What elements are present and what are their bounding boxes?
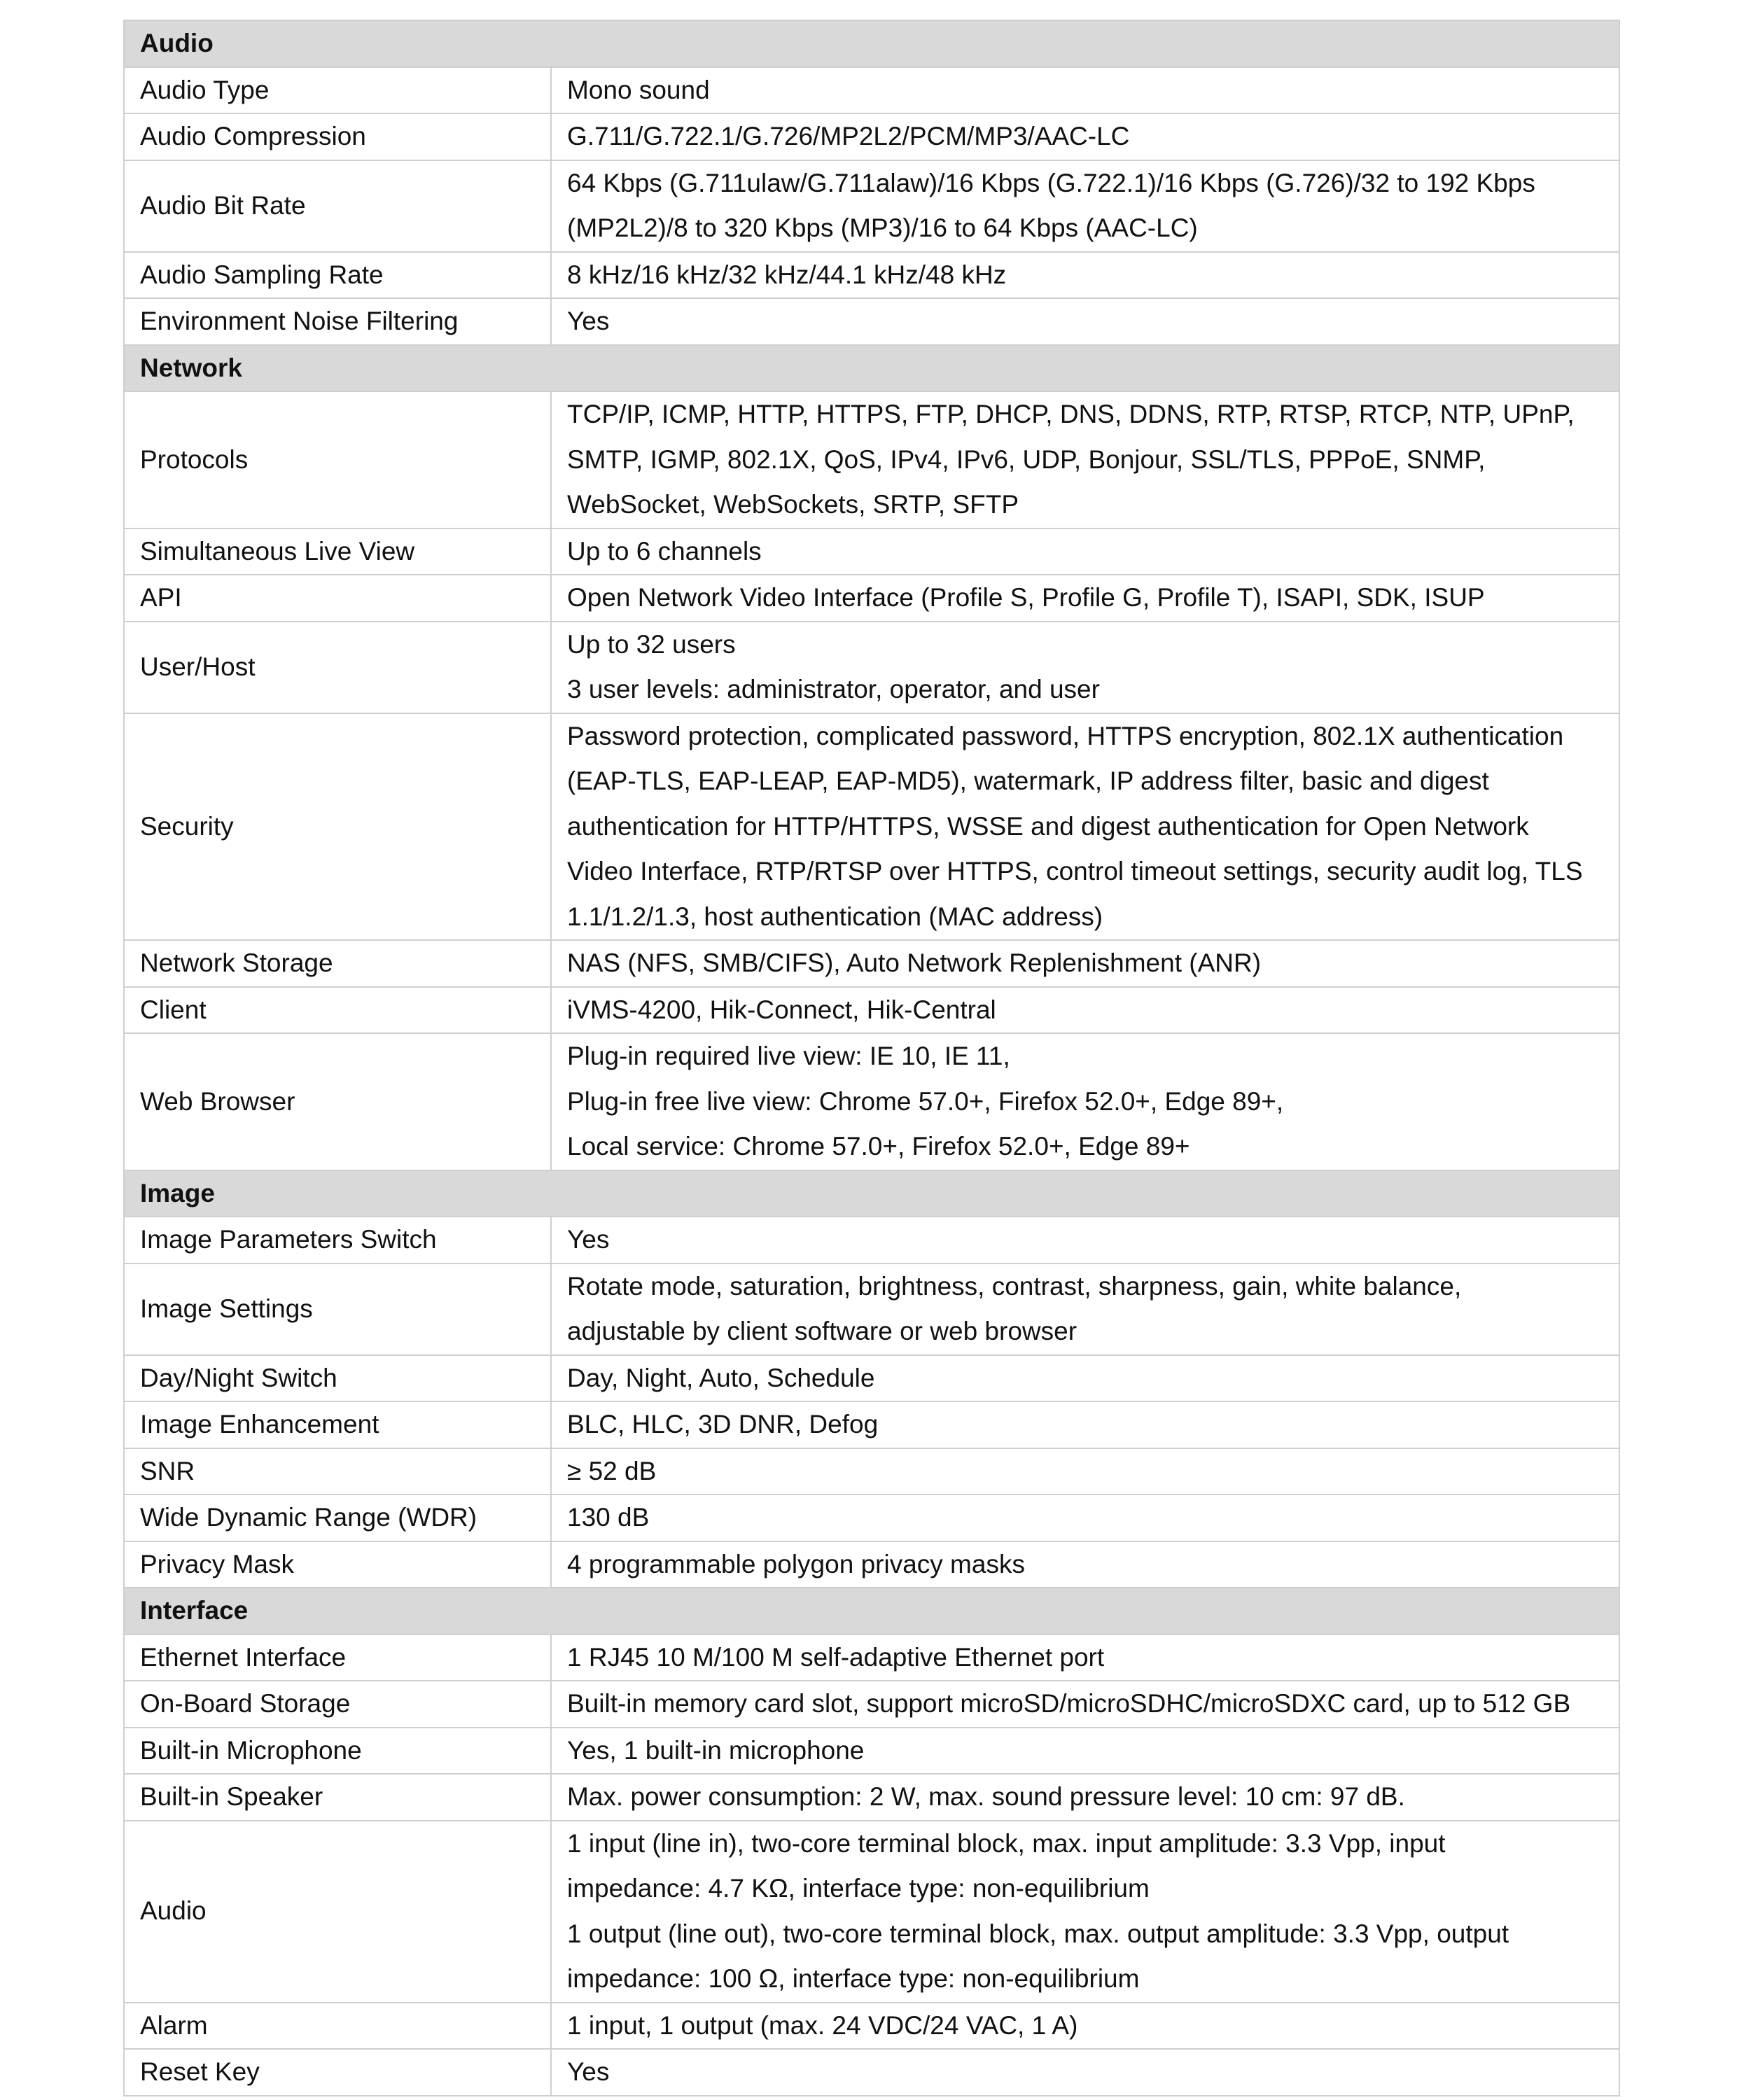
spec-row <box>124 987 1619 1034</box>
spec-value <box>551 987 1619 1034</box>
spec-value-line: BLC, HLC, 3D DNR, Defog <box>567 1410 879 1438</box>
spec-row <box>124 940 1619 987</box>
section-header-row <box>124 20 1619 67</box>
spec-value <box>551 1033 1619 1170</box>
spec-value-line: Up to 6 channels <box>567 536 762 566</box>
spec-value <box>551 1217 1619 1264</box>
spec-row <box>124 1774 1619 1821</box>
spec-row <box>124 1634 1619 1681</box>
spec-label: Security <box>124 713 551 941</box>
spec-value-line: (MP2L2)/8 to 320 Kbps (MP3)/16 to 64 Kbps (AAC-LC) <box>567 214 1198 242</box>
spec-row <box>124 1033 1619 1170</box>
spec-value-line: Day, Night, Auto, Schedule <box>567 1363 875 1392</box>
spec-value-line: Plug-in required live view: IE 10, IE 11, <box>567 1042 1010 1070</box>
spec-value-line: Open Network Video Interface (Profile S, Profile G, Profile T), ISAPI, SDK, ISUP <box>567 583 1485 612</box>
spec-row <box>124 1728 1619 1774</box>
spec-row <box>124 1448 1619 1495</box>
spec-row <box>124 713 1619 941</box>
spec-value <box>551 1774 1619 1821</box>
spec-value <box>551 67 1619 114</box>
spec-value-line: (EAP-TLS, EAP-LEAP, EAP-MD5), watermark, IP address filter, basic and digest <box>567 766 1489 795</box>
spec-value <box>551 575 1619 622</box>
spec-value-line: Max. power consumption: 2 W, max. sound pressure level: 10 cm: 97 dB. <box>567 1782 1405 1811</box>
spec-label: Audio <box>124 1821 551 2003</box>
spec-value <box>551 713 1619 941</box>
spec-label: Image Parameters Switch <box>124 1217 551 1264</box>
spec-value-line: Plug-in free live view: Chrome 57.0+, Firefox 52.0+, Edge 89+, <box>567 1086 1284 1116</box>
spec-value <box>551 1634 1619 1681</box>
spec-value-line: 3 user levels: administrator, operator, and user <box>567 675 1100 704</box>
spec-label: Ethernet Interface <box>124 1634 551 1681</box>
spec-label: Client <box>124 987 551 1034</box>
spec-row <box>124 67 1619 114</box>
spec-row <box>124 1681 1619 1728</box>
spec-row <box>124 2049 1619 2096</box>
spec-value-line: impedance: 4.7 KΩ, interface type: non-equilibrium <box>567 1874 1150 1903</box>
spec-row <box>124 1494 1619 1541</box>
spec-label: Image Enhancement <box>124 1401 551 1448</box>
spec-row <box>124 622 1619 713</box>
spec-row <box>124 1355 1619 1402</box>
spec-row <box>124 391 1619 528</box>
spec-row <box>124 1541 1619 1588</box>
spec-table <box>123 20 1620 2096</box>
section-title: Network <box>124 345 1619 392</box>
spec-label: Audio Compression <box>124 113 551 160</box>
spec-value-line: Up to 32 users <box>567 629 736 659</box>
spec-row <box>124 113 1619 160</box>
spec-value-line: Yes <box>567 2057 610 2086</box>
spec-label: Reset Key <box>124 2049 551 2096</box>
spec-row <box>124 298 1619 345</box>
section-title: Image <box>124 1170 1619 1217</box>
spec-value <box>551 1681 1619 1728</box>
spec-value <box>551 1821 1619 2003</box>
spec-value-line: Yes, 1 built-in microphone <box>567 1735 865 1765</box>
spec-value <box>551 391 1619 528</box>
section-title: Interface <box>124 1588 1619 1634</box>
section-header-row <box>124 1588 1619 1634</box>
spec-value-line: NAS (NFS, SMB/CIFS), Auto Network Replenishment (ANR) <box>567 948 1262 977</box>
spec-value-line: TCP/IP, ICMP, HTTP, HTTPS, FTP, DHCP, DNS, DDNS, RTP, RTSP, RTCP, NTP, UPnP, <box>567 400 1575 428</box>
spec-value <box>551 1401 1619 1448</box>
spec-value-line: adjustable by client software or web browser <box>567 1317 1077 1345</box>
spec-label: User/Host <box>124 622 551 713</box>
spec-label: Built-in Microphone <box>124 1728 551 1774</box>
spec-label: Protocols <box>124 391 551 528</box>
section-header-row <box>124 345 1619 392</box>
spec-row <box>124 1821 1619 2003</box>
spec-label: Simultaneous Live View <box>124 528 551 575</box>
section-header-row <box>124 1170 1619 1217</box>
spec-label: On-Board Storage <box>124 1681 551 1728</box>
spec-value <box>551 940 1619 987</box>
spec-value-line: 1.1/1.2/1.3, host authentication (MAC address) <box>567 902 1103 931</box>
spec-value-line: 1 input (line in), two-core terminal block, max. input amplitude: 3.3 Vpp, input <box>567 1828 1446 1858</box>
spec-row <box>124 1401 1619 1448</box>
spec-value <box>551 1494 1619 1541</box>
spec-value-line: SMTP, IGMP, 802.1X, QoS, IPv4, IPv6, UDP, Bonjour, SSL/TLS, PPPoE, SNMP, <box>567 444 1486 474</box>
spec-value-line: 1 RJ45 10 M/100 M self-adaptive Ethernet port <box>567 1642 1105 1672</box>
spec-value-line: 64 Kbps (G.711ulaw/G.711alaw)/16 Kbps (G.722.1)/16 Kbps (G.726)/32 to 192 Kbps <box>567 168 1535 197</box>
spec-value <box>551 113 1619 160</box>
spec-value <box>551 2003 1619 2050</box>
spec-label: Image Settings <box>124 1264 551 1355</box>
spec-value <box>551 1264 1619 1355</box>
spec-value-line: Video Interface, RTP/RTSP over HTTPS, control timeout settings, security audit log, TLS <box>567 857 1583 886</box>
spec-row <box>124 1264 1619 1355</box>
spec-label: API <box>124 575 551 622</box>
spec-value-line: 4 programmable polygon privacy masks <box>567 1549 1025 1578</box>
spec-label: Day/Night Switch <box>124 1355 551 1402</box>
spec-value-line: impedance: 100 Ω, interface type: non-equilibrium <box>567 1964 1140 1993</box>
spec-value-line: Yes <box>567 1225 610 1254</box>
spec-row <box>124 1217 1619 1264</box>
spec-row <box>124 575 1619 622</box>
spec-value <box>551 2049 1619 2096</box>
spec-value-line: Rotate mode, saturation, brightness, contrast, sharpness, gain, white balance, <box>567 1271 1462 1301</box>
spec-value-line: G.711/G.722.1/G.726/MP2L2/PCM/MP3/AAC-LC <box>567 122 1130 150</box>
spec-row <box>124 528 1619 575</box>
spec-row <box>124 160 1619 252</box>
spec-value-line: 8 kHz/16 kHz/32 kHz/44.1 kHz/48 kHz <box>567 260 1007 289</box>
spec-value <box>551 1728 1619 1774</box>
spec-label: SNR <box>124 1448 551 1495</box>
spec-value-line: authentication for HTTP/HTTPS, WSSE and digest authentication for Open Network <box>567 811 1529 841</box>
spec-value <box>551 1448 1619 1495</box>
spec-label: Audio Sampling Rate <box>124 252 551 299</box>
spec-label: Alarm <box>124 2003 551 2050</box>
spec-value-line: Built-in memory card slot, support microSD/microSDHC/microSDXC card, up to 512 GB <box>567 1689 1571 1718</box>
spec-value-line: ≥ 52 dB <box>567 1456 657 1485</box>
spec-value-line: 1 input, 1 output (max. 24 VDC/24 VAC, 1 A) <box>567 2010 1078 2040</box>
spec-value-line: Yes <box>567 307 610 335</box>
section-title: Audio <box>124 20 1619 67</box>
spec-value-line: Mono sound <box>567 75 710 104</box>
spec-label: Wide Dynamic Range (WDR) <box>124 1494 551 1541</box>
spec-label: Web Browser <box>124 1033 551 1170</box>
spec-label: Audio Type <box>124 67 551 114</box>
spec-row <box>124 252 1619 299</box>
spec-row <box>124 2003 1619 2050</box>
spec-value <box>551 160 1619 252</box>
spec-value <box>551 252 1619 299</box>
spec-value <box>551 298 1619 345</box>
spec-value-line: iVMS-4200, Hik-Connect, Hik-Central <box>567 995 996 1024</box>
spec-value-line: Password protection, complicated password, HTTPS encryption, 802.1X authentication <box>567 721 1564 750</box>
spec-label: Privacy Mask <box>124 1541 551 1588</box>
spec-label: Environment Noise Filtering <box>124 298 551 345</box>
spec-value-line: WebSocket, WebSockets, SRTP, SFTP <box>567 490 1019 519</box>
spec-value-line: 130 dB <box>567 1503 650 1532</box>
spec-value-line: Local service: Chrome 57.0+, Firefox 52.0+, Edge 89+ <box>567 1132 1190 1161</box>
spec-label: Audio Bit Rate <box>124 160 551 252</box>
spec-value <box>551 1355 1619 1402</box>
spec-label: Network Storage <box>124 940 551 987</box>
spec-value-line: 1 output (line out), two-core terminal block, max. output amplitude: 3.3 Vpp, output <box>567 1919 1509 1948</box>
spec-value <box>551 1541 1619 1588</box>
spec-table-body <box>124 20 1619 2096</box>
spec-value <box>551 622 1619 713</box>
spec-label: Built-in Speaker <box>124 1774 551 1821</box>
spec-value <box>551 528 1619 575</box>
